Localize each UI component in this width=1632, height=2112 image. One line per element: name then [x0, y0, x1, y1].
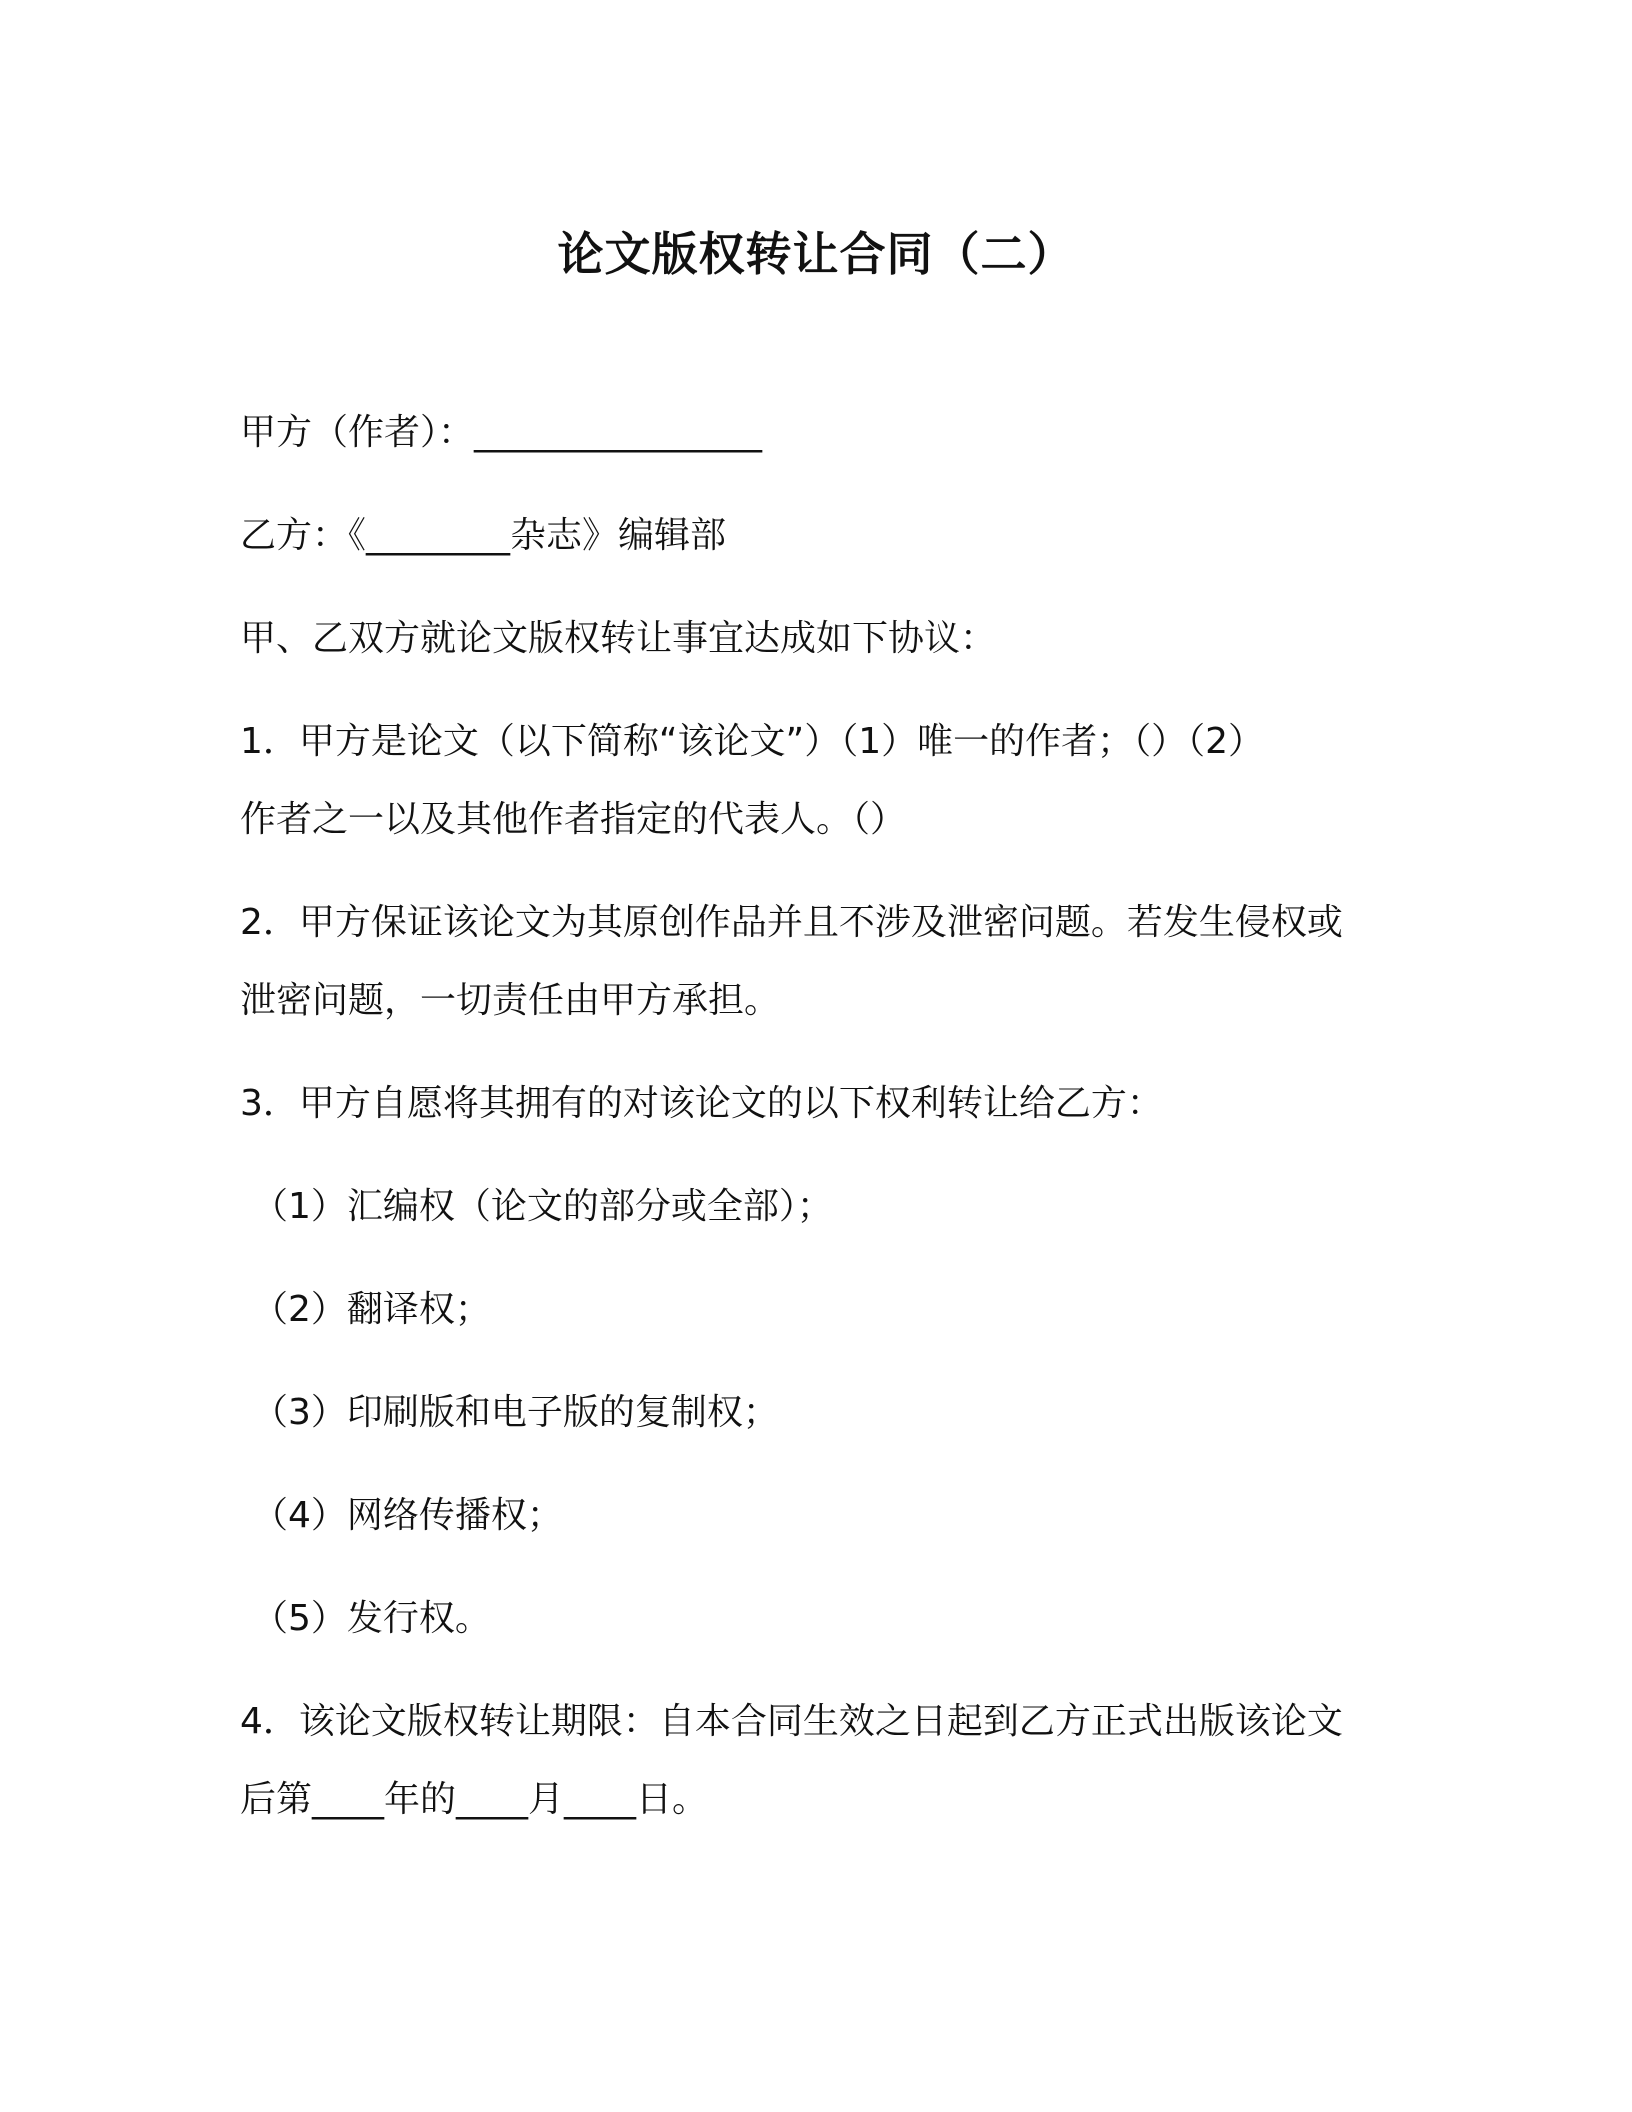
party-b-line: 乙方：《________杂志》编辑部	[240, 515, 727, 556]
clause-4-line-1: 4．该论文版权转让期限：自本合同生效之日起到乙方正式出版该论文	[240, 1701, 1343, 1742]
clause-1-line-2: 作者之一以及其他作者指定的代表人。（）	[240, 799, 907, 840]
clause-4-line-2: 后第____年的____月____日。	[240, 1779, 709, 1820]
clause-3: 3．甲方自愿将其拥有的对该论文的以下权利转让给乙方：	[240, 1083, 1163, 1124]
right-item: （1）汇编权（论文的部分或全部）；	[252, 1186, 833, 1227]
right-item: （5）发行权。	[252, 1598, 491, 1639]
document-title: 论文版权转让合同（二）	[557, 227, 1075, 281]
right-item: （3）印刷版和电子版的复制权；	[252, 1392, 779, 1433]
party-a-line: 甲方（作者）：________________	[240, 412, 763, 453]
clause-2	[240, 884, 1420, 1040]
clause-2-line-2: 泄密问题，一切责任由甲方承担。	[240, 980, 781, 1021]
clause-4	[240, 1683, 1420, 1839]
clause-1-line-1: 1．甲方是论文（以下简称“该论文”）（1）唯一的作者；（）（2）	[240, 721, 1265, 762]
right-item: （2）翻译权；	[252, 1289, 491, 1330]
right-item: （4）网络传播权；	[252, 1495, 563, 1536]
document-body	[240, 394, 1420, 1864]
clause-2-line-1: 2．甲方保证该论文为其原创作品并且不涉及泄密问题。若发生侵权或	[240, 902, 1343, 943]
intro-paragraph: 甲、乙双方就论文版权转让事宜达成如下协议：	[240, 618, 997, 659]
clause-1	[240, 703, 1420, 859]
